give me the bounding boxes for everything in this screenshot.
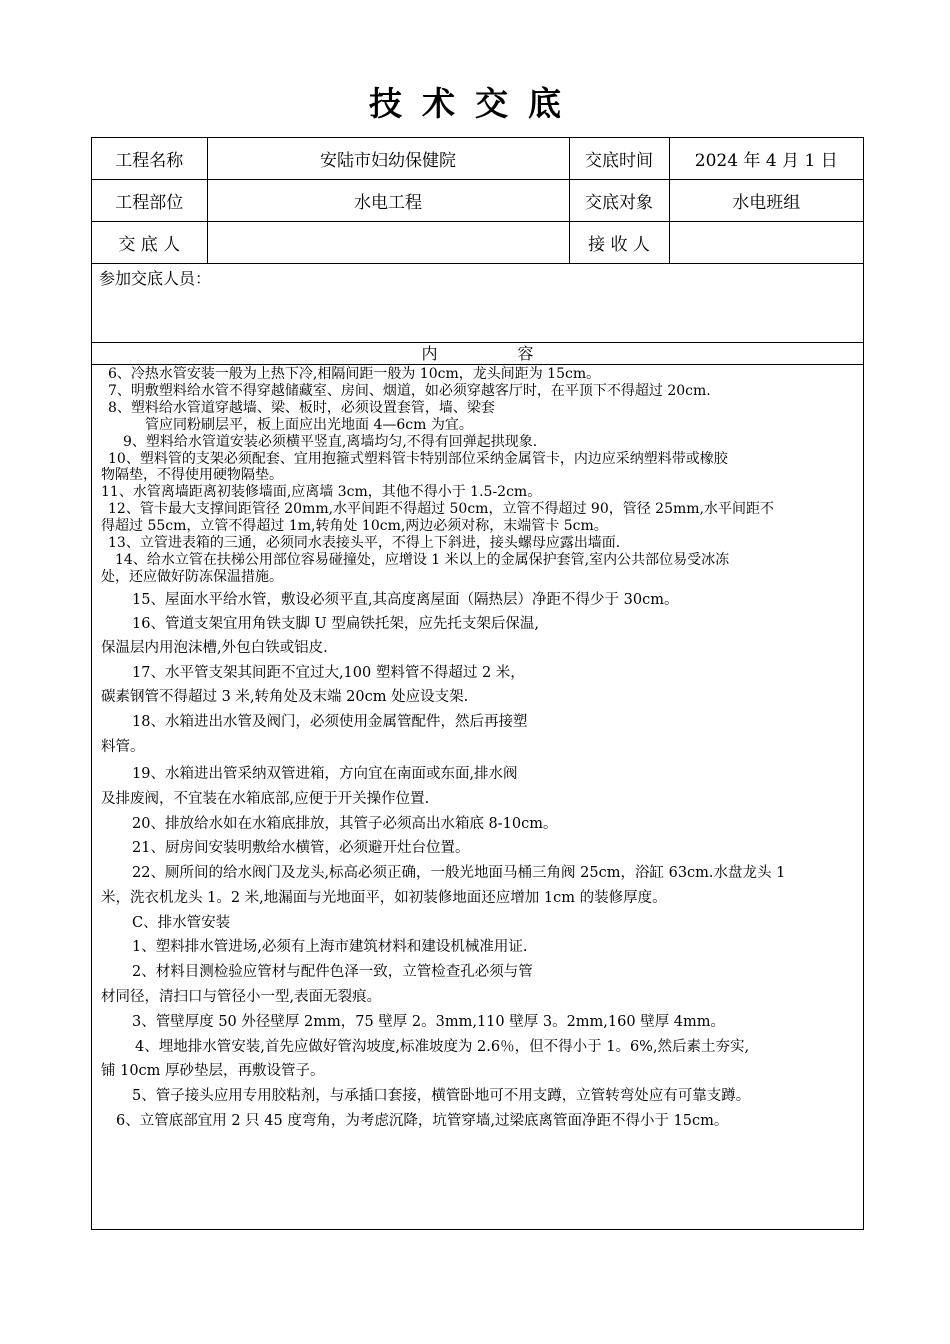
content-line: 得超过 55cm，立管不得超过 1m,转角处 10cm,两边必须对称，末端管卡 5cm。 bbox=[101, 518, 608, 534]
content-line: 19、水箱进出管采纳双管进箱，方向宜在南面或东面,排水阀 bbox=[132, 766, 518, 782]
content-line: 7、明敷塑料给水管不得穿越储藏室、房间、烟道，如必须穿越客厅时，在平顶下不得超过 20cm. bbox=[108, 383, 711, 399]
content-line: 18、水箱进出水管及阀门，必须使用金属管配件，然后再接塑 bbox=[132, 714, 528, 730]
content-line: 3、管壁厚度 50 外径壁厚 2mm，75 壁厚 2。3mm,110 壁厚 3。2mm,160 壁厚 4mm。 bbox=[132, 1014, 726, 1030]
project-name-value: 安陆市妇幼保健院 bbox=[207, 138, 569, 180]
content-line: 料管。 bbox=[101, 739, 145, 755]
content-line: 16、管道支架宜用角铁支脚 U 型扁铁托架，应先托支架后保温, bbox=[132, 616, 539, 632]
content-heading: 内容 bbox=[92, 343, 863, 365]
content-line: 9、塑料给水管道安装必须横平竖直,离墙均匀,不得有回弹起拱现象. bbox=[123, 434, 538, 450]
content-line: 15、屋面水平给水管，敷设必须平直,其高度离屋面（隔热层）净距不得少于 30cm。 bbox=[132, 592, 679, 608]
project-name-label: 工程名称 bbox=[92, 138, 207, 180]
content-line: 物隔垫，不得使用硬物隔垫。 bbox=[101, 467, 283, 483]
date-label: 交底时间 bbox=[569, 138, 669, 180]
content-line: 8、塑料给水管道穿越墙、梁、板时，必须设置套管，墙、梁套 bbox=[108, 400, 495, 416]
header-table bbox=[92, 138, 863, 264]
content-line: 21、厨房间安装明敷给水横管，必须避开灶台位置。 bbox=[132, 840, 470, 856]
content-line: 铺 10cm 厚砂垫层，再敷设管子。 bbox=[101, 1063, 325, 1079]
document-title: 技术交底 bbox=[369, 84, 581, 123]
content-line: 处，还应做好防冻保温措施。 bbox=[101, 569, 283, 585]
content-line: 保温层内用泡沫槽,外包白铁或铝皮. bbox=[101, 640, 328, 656]
content-line: 13、立管进表箱的三通，必须同水表接头平，不得上下斜进，接头螺母应露出墙面. bbox=[108, 535, 621, 551]
content-line: 10、塑料管的支架必须配套、宜用抱箍式塑料管卡特别部位采纳金属管卡，内边应采纳塑料带或橡胶 bbox=[108, 451, 728, 467]
receiver-value bbox=[669, 222, 863, 264]
content-line: 11、水管离墙距离初装修墙面,应离墙 3cm，其他不得小于 1.5-2cm。 bbox=[101, 484, 542, 500]
content-line: 4、埋地排水管安装,首先应做好管沟坡度,标准坡度为 2.6％，但不得小于 1。6%,然后素土夯实, bbox=[135, 1039, 750, 1055]
content-line: 管应同粉刷层平，板上面应出光地面 4—6cm 为宜。 bbox=[145, 417, 473, 433]
target-value: 水电班组 bbox=[669, 180, 863, 222]
project-part-value: 水电工程 bbox=[207, 180, 569, 222]
presenter-value bbox=[207, 222, 569, 264]
content-line: 14、给水立管在扶梯公用部位容易碰撞处，应增设 1 米以上的金属保护套管,室内公共部位易受冰冻 bbox=[115, 552, 730, 568]
content-line: 20、排放给水如在水箱底排放，其管子必须高出水箱底 8-10cm。 bbox=[132, 816, 558, 832]
content-line: 22、厕所间的给水阀门及龙头,标高必须正确，一般光地面马桶三角阀 25cm，浴缸 63cm.水盘龙头 1 bbox=[132, 865, 786, 881]
participants-label: 参加交底人员： bbox=[99, 269, 212, 288]
content-line: 6、冷热水管安装一般为上热下冷,相隔间距一般为 10cm，龙头间距为 15cm。 bbox=[108, 366, 601, 382]
content-line: 1、塑料排水管进场,必须有上海市建筑材料和建设机械准用证. bbox=[132, 939, 528, 955]
content-line: 碳素钢管不得超过 3 米,转角处及末端 20cm 处应设支架. bbox=[101, 689, 469, 705]
participants-section bbox=[92, 262, 863, 343]
receiver-label: 接 收 人 bbox=[569, 222, 669, 264]
project-part-label: 工程部位 bbox=[92, 180, 207, 222]
content-line: 12、管卡最大支撑间距管径 20mm,水平间距不得超过 50cm，立管不得超过 90，管径 25mm,水平间距不 bbox=[108, 501, 774, 517]
date-value: 2024 年 4 月 1 日 bbox=[669, 138, 863, 180]
content-line: 及排废阀，不宜装在水箱底部,应便于开关操作位置. bbox=[101, 791, 430, 807]
content-line: C、排水管安装 bbox=[132, 915, 231, 931]
content-line: 米，洗衣机龙头 1。2 米,地漏面与光地面平，如初装修地面还应增加 1cm 的装修厚度。 bbox=[101, 890, 667, 906]
presenter-label: 交 底 人 bbox=[92, 222, 207, 264]
content-line: 17、水平管支架其间距不宜过大,100 塑料管不得超过 2 米， bbox=[132, 665, 525, 681]
content-line: 材同径，清扫口与管径小一型,表面无裂痕。 bbox=[101, 989, 382, 1005]
content-line: 5、管子接头应用专用胶粘剂，与承插口套接，横管卧地可不用支蹲，立管转弯处应有可靠支蹲。 bbox=[132, 1088, 751, 1104]
disclosure-form bbox=[91, 137, 864, 1230]
content-line: 6、立管底部宜用 2 只 45 度弯角，为考虑沉降，坑管穿墙,过梁底离管面净距不得小于 15cm。 bbox=[116, 1113, 729, 1129]
content-line: 2、材料目测检验应管材与配件色泽一致，立管检查孔必须与管 bbox=[132, 964, 533, 980]
target-label: 交底对象 bbox=[569, 180, 669, 222]
